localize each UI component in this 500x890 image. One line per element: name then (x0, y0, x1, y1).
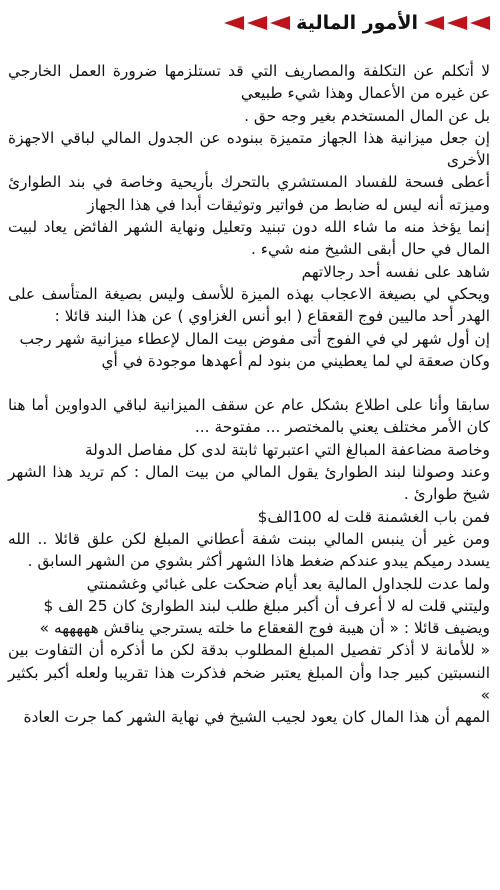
section-title: الأمور المالية (296, 12, 418, 34)
arrow-left-icon (447, 16, 467, 30)
article-paragraph: وخاصة مضاعفة المبالغ التي اعتبرتها ثابتة لدى كل مفاصل الدولة (84, 440, 490, 459)
article-paragraph: إن أول شهر لي في الفوج أتى مفوض بيت المال لإعطاء ميزانية شهر رجب (19, 329, 490, 348)
arrow-group-right (424, 16, 490, 30)
article-paragraph: بل عن المال المستخدم بغير وجه حق . (244, 106, 490, 125)
arrow-group-left (224, 16, 290, 30)
article-paragraph: سابقا وأنا على اطلاع بشكل عام عن سقف الميزانية لباقي الدواوين أما هنا كان الأمر مختلف يعني بالمختصر ... مفتوحة ... (8, 396, 490, 437)
arrow-left-icon (470, 16, 490, 30)
article-paragraph: شاهد على نفسه أحد رجالاتهم (301, 262, 490, 281)
article-paragraph: ومن غير أن ينبس المالي ببنت شفة أعطاني المبلغ لكن علق قائلا .. الله يسدد رميكم يبدو عندكم ضغط هاذا الشهر أكثر بشوي من الشهر السابق . (8, 529, 490, 571)
article-paragraph: أعطى فسحة للفساد المستشري بالتحرك بأريحية وخاصة في بند الطوارئ وميزته أنه ليس له ضابط من فواتير وتوثيقات أبدا في هذا الجهاز (8, 173, 490, 214)
paragraph-gap (8, 372, 490, 394)
article-paragraph: وعند وصولنا لبند الطوارئ يقول المالي من بيت المال : كم تريد هذا الشهر شيخ طوارئ . (8, 463, 490, 504)
article-paragraph: ويحكي لي بصيغة الاعجاب بهذه الميزة للأسف وليس بصيغة المتأسف على الهدر أحد ماليين فوج القعقاع ( ابو أنس الغزاوي ) عن هذا البند قائلا : (8, 284, 490, 326)
arrow-left-icon (247, 16, 267, 30)
arrow-left-icon (424, 16, 444, 30)
article-paragraph: إن جعل ميزانية هذا الجهاز متميزة ببنوده عن الجدول المالي لباقي الاجهزة الأخرى (8, 128, 490, 170)
article-body (8, 60, 490, 729)
article-paragraph: إنما يؤخذ منه ما شاء الله دون تبنيد وتعليل ونهاية الشهر الفائض يعاد لبيت المال في حال أبقى الشيخ منه شيء . (8, 218, 490, 259)
article-paragraph: لا أتكلم عن التكلفة والمصاريف التي قد تستلزمها ضرورة العمل الخارجي عن غيره من الأعمال وهذا شيء طبيعي (8, 62, 490, 103)
section-header (8, 8, 490, 38)
arrow-left-icon (270, 16, 290, 30)
article-paragraph: فمن باب الغشمنة قلت له 100الف$ (257, 507, 490, 526)
article-paragraph: ويضيف قائلا : « أن هيبة فوج القعقاع ما خلته يسترجي يناقش هههههه » (39, 619, 490, 638)
arrow-left-icon (224, 16, 244, 30)
article-paragraph: المهم أن هذا المال كان يعود لجيب الشيخ في نهاية الشهر كما جرت العادة (23, 708, 490, 727)
article-paragraph: « للأمانة لا أذكر تفصيل المبلغ المطلوب بدقة لكن ما أذكره أن التفاوت بين النسبتين كبير جدا وأن المبلغ يعتبر ضخم فذكرت هذا تقريبا ولعله أكبر بكثير » (8, 641, 490, 705)
article-paragraph: ولما عدت للجداول المالية بعد أيام ضحكت على غبائي وغشمنتي (86, 574, 490, 593)
article-paragraph: وكان صعقة لي لما يعطيني من بنود لم أعهدها موجودة في أي (101, 351, 490, 370)
article-paragraph: وليتني قلت له لا أعرف أن أكبر مبلغ طلب لبند الطوارئ كان 25 الف $ (43, 596, 490, 615)
